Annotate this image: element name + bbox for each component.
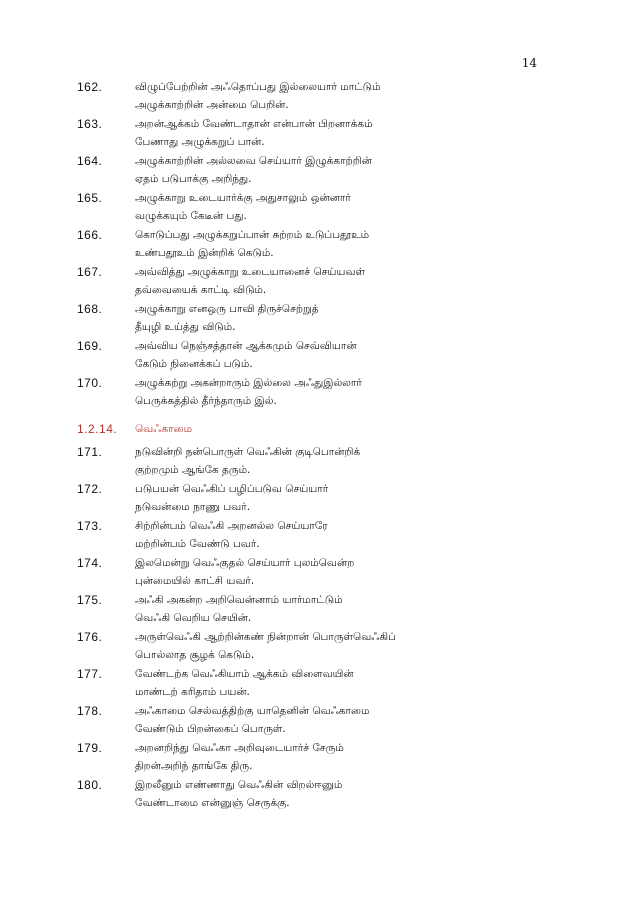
verse-line-1: சிற்றின்பம் வெஃகி அறனல்ல செய்யாரே bbox=[135, 520, 328, 532]
verse-number: 170. bbox=[77, 376, 103, 390]
section-heading bbox=[0, 422, 638, 441]
verse-line-2: பேணாது அழுக்கறுப் பான். bbox=[135, 136, 265, 148]
verse-167 bbox=[0, 265, 638, 302]
verse-163 bbox=[0, 117, 638, 154]
verse-number: 179. bbox=[77, 741, 103, 755]
verse-number: 164. bbox=[77, 154, 103, 168]
verse-line-2: குற்றமும் ஆங்கே தரும். bbox=[135, 464, 251, 476]
verse-number: 172. bbox=[77, 482, 103, 496]
verse-172 bbox=[0, 482, 638, 519]
verse-number: 173. bbox=[77, 519, 103, 533]
verse-178 bbox=[0, 704, 638, 741]
verse-line-2: புன்மையில் காட்சி யவர். bbox=[135, 575, 255, 587]
verse-line-1: அவ்வித்து அழுக்காறு உடையானைச் செய்யவள் bbox=[135, 266, 365, 278]
verse-line-2: மாண்டற் கரிதாம் பயன். bbox=[135, 686, 250, 698]
verse-line-1: இலமென்று வெஃகுதல் செய்யார் புலம்வென்ற bbox=[135, 557, 355, 569]
verse-line-2: தவ்வையைக் காட்டி விடும். bbox=[135, 284, 267, 296]
verse-number: 180. bbox=[77, 778, 103, 792]
verse-number: 162. bbox=[77, 80, 103, 94]
verse-line-1: அழுக்காறு எனஒரு பாவி திருச்செற்றுத் bbox=[135, 303, 319, 315]
verse-line-1: அறனறிந்து வெஃகா அறிவுடையார்ச் சேரும் bbox=[135, 742, 344, 754]
verse-175 bbox=[0, 593, 638, 630]
verse-line-1: இறலீனும் எண்ணாது வெஃகின் விறல்ஈனும் bbox=[135, 779, 343, 791]
verse-line-2: உண்பதூஉம் இன்றிக் கெடும். bbox=[135, 247, 274, 259]
verse-line-2: வேண்டாமை என்னுஞ் செருக்கு. bbox=[135, 797, 290, 809]
verse-173 bbox=[0, 519, 638, 556]
verse-177 bbox=[0, 667, 638, 704]
verse-line-2: வெஃகி வெறிய செயின். bbox=[135, 612, 252, 624]
verse-179 bbox=[0, 741, 638, 778]
verse-line-1: அழுக்காற்றின் அல்லவை செய்யார் இழுக்காற்றின் bbox=[135, 155, 372, 167]
verse-number: 176. bbox=[77, 630, 103, 644]
verse-166 bbox=[0, 228, 638, 265]
verse-list-bottom bbox=[0, 445, 638, 815]
verse-number: 171. bbox=[77, 445, 103, 459]
verse-line-1: அறன்ஆக்கம் வேண்டாதான் என்பான் பிறனாக்கம் bbox=[135, 118, 373, 130]
verse-line-1: அழுக்கற்று அகன்றாரும் இல்லை அஃதுஇல்லார் bbox=[135, 377, 362, 389]
verse-169 bbox=[0, 339, 638, 376]
verse-line-2: கேடும் நினைக்கப் படும். bbox=[135, 358, 253, 370]
verse-line-1: அழுக்காறு உடையார்க்கு அதுசாலும் ஒன்னார் bbox=[135, 192, 351, 204]
verse-line-1: படுபயன் வெஃகிப் பழிப்படுவ செய்யார் bbox=[135, 483, 329, 495]
verse-number: 178. bbox=[77, 704, 103, 718]
verse-174 bbox=[0, 556, 638, 593]
section-number: 1.2.14. bbox=[77, 422, 118, 436]
verse-number: 167. bbox=[77, 265, 103, 279]
verse-line-1: அஃகாமை செல்வத்திற்கு யாதெனின் வெஃகாமை bbox=[135, 705, 370, 717]
verse-line-2: பொல்லாத சூழக் கெடும். bbox=[135, 649, 255, 661]
verse-number: 166. bbox=[77, 228, 103, 242]
verse-168 bbox=[0, 302, 638, 339]
verse-line-2: வேண்டும் பிறன்கைப் பொருள். bbox=[135, 723, 286, 735]
verse-number: 175. bbox=[77, 593, 103, 607]
verse-line-2: வழுக்கயும் கேடீன் பது. bbox=[135, 210, 247, 222]
verse-number: 177. bbox=[77, 667, 103, 681]
verse-line-2: தீயுழி உய்த்து விடும். bbox=[135, 321, 236, 333]
verse-line-2: அழுக்காற்றின் அன்மை பெறின். bbox=[135, 99, 289, 111]
verse-171 bbox=[0, 445, 638, 482]
verse-line-2: திறன்அறிந் தாங்கே திரு. bbox=[135, 760, 253, 772]
verse-line-1: அவ்விய நெஞ்சத்தான் ஆக்கமும் செவ்வியான் bbox=[135, 340, 357, 352]
verse-line-1: விழுப்பேற்றின் அஃதொப்பது இல்லையார் மாட்டும் bbox=[135, 81, 381, 93]
verse-164 bbox=[0, 154, 638, 191]
verse-165 bbox=[0, 191, 638, 228]
verse-number: 174. bbox=[77, 556, 103, 570]
verse-line-2: ஏதம் படுபாக்கு அறிந்து. bbox=[135, 173, 252, 185]
page-number: 14 bbox=[521, 56, 537, 70]
verse-list-top bbox=[0, 80, 638, 413]
verse-170 bbox=[0, 376, 638, 413]
verse-162 bbox=[0, 80, 638, 117]
verse-line-2: நடுவன்மை நாணு பவர். bbox=[135, 501, 251, 513]
verse-line-1: கொடுப்பது அழுக்கறுப்பான் சுற்றம் உடுப்பதூஉம் bbox=[135, 229, 370, 241]
verse-180 bbox=[0, 778, 638, 815]
verse-176 bbox=[0, 630, 638, 667]
verse-line-1: நடுவின்றி நன்பொருள் வெஃகின் குடிபொன்றிக் bbox=[135, 446, 361, 458]
verse-number: 165. bbox=[77, 191, 103, 205]
verse-number: 169. bbox=[77, 339, 103, 353]
verse-number: 163. bbox=[77, 117, 103, 131]
verse-number: 168. bbox=[77, 302, 103, 316]
section-title: வெஃகாமை bbox=[135, 423, 193, 435]
verse-line-1: வேண்டற்க வெஃகியாம் ஆக்கம் விளைவயின் bbox=[135, 668, 354, 680]
verse-line-2: மற்றின்பம் வேண்டு பவர். bbox=[135, 538, 260, 550]
verse-line-1: அருள்வெஃகி ஆற்றின்கண் நின்றான் பொருள்வெஃகிப் bbox=[135, 631, 396, 643]
verse-line-2: பெருக்கத்தில் தீர்ந்தாரும் இல். bbox=[135, 395, 277, 407]
verse-line-1: அஃகி அகன்ற அறிவென்னாம் யார்மாட்டும் bbox=[135, 594, 343, 606]
